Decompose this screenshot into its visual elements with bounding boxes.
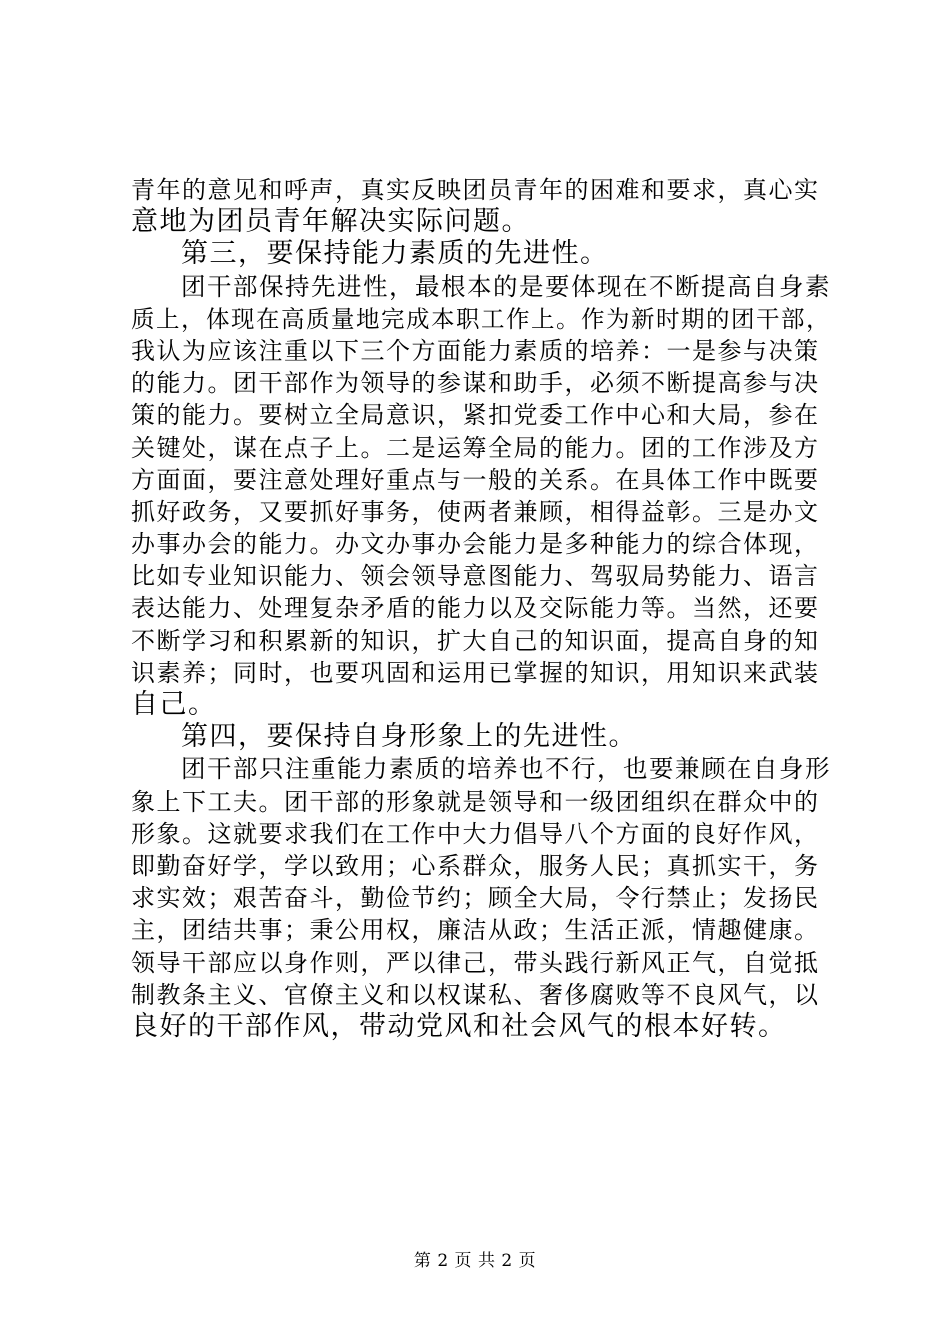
page-footer (0, 1246, 950, 1271)
text-line: 方面面，要注意处理好重点与一般的关系。在具体工作中既要 (131, 465, 820, 494)
text-line: 象上下工夫。团干部的形象就是领导和一级团组织在群众中的 (131, 787, 820, 816)
text-line: 第四，要保持自身形象上的先进性。 (181, 721, 637, 753)
text-line: 关键处，谋在点子上。二是运筹全局的能力。团的工作涉及方 (131, 433, 820, 462)
text-line: 比如专业知识能力、领会领导意图能力、驾驭局势能力、语言 (131, 562, 820, 591)
text-line: 抓好政务，又要抓好事务，使两者兼顾，相得益彰。三是办文 (131, 497, 820, 526)
text-lines (131, 174, 831, 1043)
text-line: 质上，体现在高质量地完成本职工作上。作为新时期的团干部， (131, 304, 831, 333)
text-line: 我认为应该注重以下三个方面能力素质的培养：一是参与决策 (131, 336, 820, 365)
text-line: 自己。 (131, 689, 217, 720)
text-line: 制教条主义、官僚主义和以权谋私、奢侈腐败等不良风气，以 (131, 980, 820, 1009)
text-line: 识素养；同时，也要巩固和运用已掌握的知识，用知识来武装 (131, 658, 820, 687)
text-line: 表达能力、处理复杂矛盾的能力以及交际能力等。当然，还要 (131, 594, 820, 623)
document-body (131, 174, 831, 1043)
text-line: 的能力。团干部作为领导的参谋和助手，必须不断提高参与决 (131, 369, 820, 398)
text-line: 主，团结共事；秉公用权，廉洁从政；生活正派，情趣健康。 (131, 916, 820, 945)
text-line: 策的能力。要树立全局意识，紧扣党委工作中心和大局，参在 (131, 401, 820, 430)
text-line: 领导干部应以身作则，严以律己，带头践行新风正气，自觉抵 (131, 948, 820, 977)
text-line: 即勤奋好学，学以致用；心系群众，服务人民；真抓实干，务 (131, 851, 820, 880)
text-line: 意地为团员青年解决实际问题。 (131, 206, 530, 238)
text-line: 不断学习和积累新的知识，扩大自己的知识面，提高自身的知 (131, 626, 820, 655)
text-line: 求实效；艰苦奋斗，勤俭节约；顾全大局，令行禁止；发扬民 (131, 884, 820, 913)
page-indicator: 第 2 页 共 2 页 (413, 1251, 537, 1271)
text-line: 办事办会的能力。办文办事办会能力是多种能力的综合体现， (131, 530, 820, 559)
text-line: 青年的意见和呼声，真实反映团员青年的困难和要求，真心实 (131, 176, 820, 204)
text-line: 形象。这就要求我们在工作中大力倡导八个方面的良好作风， (131, 819, 820, 848)
text-line: 良好的干部作风，带动党风和社会风气的根本好转。 (131, 1010, 787, 1042)
text-line: 团干部只注重能力素质的培养也不行，也要兼顾在自身形 (181, 754, 831, 784)
text-line: 团干部保持先进性，最根本的是要体现在不断提高自身素 (181, 271, 831, 301)
text-line: 第三，要保持能力素质的先进性。 (181, 238, 609, 270)
